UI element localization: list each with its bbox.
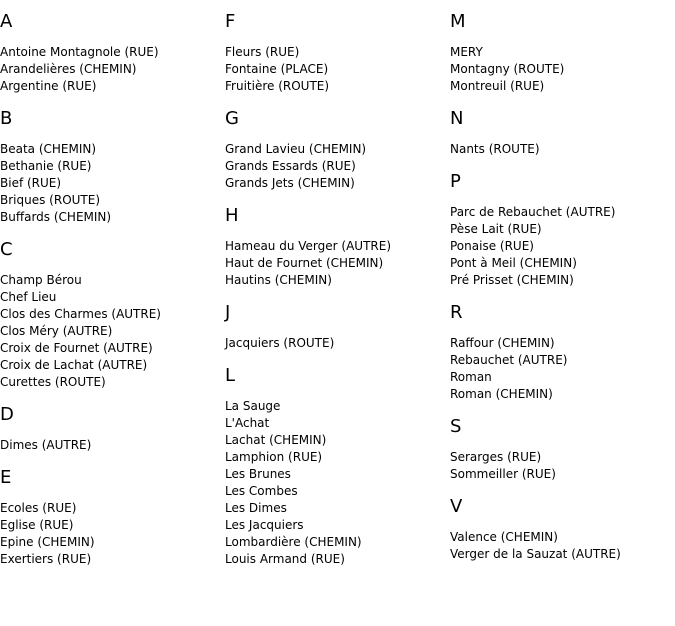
street-list xyxy=(450,44,675,95)
letter-heading: S xyxy=(450,416,462,437)
street-link[interactable]: Pré Prisset (CHEMIN) xyxy=(450,273,574,287)
street-list xyxy=(0,44,225,95)
street-link[interactable]: Montreuil (RUE) xyxy=(450,79,545,93)
column-1 xyxy=(0,12,225,582)
street-link[interactable]: Buffards (CHEMIN) xyxy=(0,210,112,224)
street-link[interactable]: Lombardière (CHEMIN) xyxy=(225,535,362,549)
street-list xyxy=(450,141,675,158)
letter-heading: P xyxy=(450,171,461,192)
letter-heading: H xyxy=(225,205,239,226)
street-link[interactable]: Roman xyxy=(450,370,492,384)
letter-section xyxy=(450,12,675,95)
letter-section xyxy=(450,172,675,289)
street-link[interactable]: Eglise (RUE) xyxy=(0,518,74,532)
street-link[interactable]: Clos des Charmes (AUTRE) xyxy=(0,307,161,321)
letter-heading: G xyxy=(225,108,239,129)
letter-heading: B xyxy=(0,108,13,129)
letter-section xyxy=(0,240,225,391)
street-link[interactable]: Serarges (RUE) xyxy=(450,450,542,464)
street-link[interactable]: Rebauchet (AUTRE) xyxy=(450,353,568,367)
street-link[interactable]: Champ Bérou xyxy=(0,273,82,287)
street-link[interactable]: Argentine (RUE) xyxy=(0,79,97,93)
street-link[interactable]: Haut de Fournet (CHEMIN) xyxy=(225,256,384,270)
letter-section xyxy=(225,366,450,568)
letter-heading: D xyxy=(0,404,14,425)
street-link[interactable]: Croix de Fournet (AUTRE) xyxy=(0,341,153,355)
column-3 xyxy=(450,12,675,577)
street-link[interactable]: Grands Essards (RUE) xyxy=(225,159,356,173)
street-link[interactable]: Nants (ROUTE) xyxy=(450,142,540,156)
street-list xyxy=(225,238,450,289)
letter-section xyxy=(0,405,225,454)
street-link[interactable]: Parc de Rebauchet (AUTRE) xyxy=(450,205,616,219)
street-list xyxy=(450,335,675,403)
street-list xyxy=(225,141,450,192)
letter-section xyxy=(0,12,225,95)
street-list xyxy=(0,500,225,568)
street-link[interactable]: Ecoles (RUE) xyxy=(0,501,77,515)
letter-heading: L xyxy=(225,365,236,386)
letter-section xyxy=(0,468,225,568)
letter-section xyxy=(225,12,450,95)
street-list xyxy=(0,141,225,226)
street-link[interactable]: Grands Jets (CHEMIN) xyxy=(225,176,355,190)
street-link[interactable]: Hautins (CHEMIN) xyxy=(225,273,332,287)
street-link[interactable]: Beata (CHEMIN) xyxy=(0,142,97,156)
street-list xyxy=(225,335,450,352)
street-link[interactable]: Chef Lieu xyxy=(0,290,57,304)
letter-section xyxy=(450,417,675,483)
letter-heading: C xyxy=(0,239,13,260)
street-link[interactable]: Dimes (AUTRE) xyxy=(0,438,92,452)
letter-section xyxy=(450,497,675,563)
street-link[interactable]: Les Combes xyxy=(225,484,298,498)
letter-heading: E xyxy=(0,467,12,488)
street-link[interactable]: Les Dimes xyxy=(225,501,287,515)
street-link[interactable]: Hameau du Verger (AUTRE) xyxy=(225,239,391,253)
street-link[interactable]: L'Achat xyxy=(225,416,270,430)
street-link[interactable]: Valence (CHEMIN) xyxy=(450,530,558,544)
street-list xyxy=(0,437,225,454)
street-link[interactable]: La Sauge xyxy=(225,399,281,413)
letter-section xyxy=(450,303,675,403)
letter-heading: M xyxy=(450,11,466,32)
street-link[interactable]: Pont à Meil (CHEMIN) xyxy=(450,256,577,270)
street-link[interactable]: Bethanie (RUE) xyxy=(0,159,92,173)
street-list xyxy=(225,398,450,568)
street-link[interactable]: Grand Lavieu (CHEMIN) xyxy=(225,142,367,156)
letter-section xyxy=(450,109,675,158)
letter-section xyxy=(0,109,225,226)
street-link[interactable]: Sommeiller (RUE) xyxy=(450,467,556,481)
street-link[interactable]: Les Jacquiers xyxy=(225,518,304,532)
street-link[interactable]: Ponaise (RUE) xyxy=(450,239,534,253)
street-list xyxy=(225,44,450,95)
street-link[interactable]: Exertiers (RUE) xyxy=(0,552,92,566)
street-link[interactable]: Lamphion (RUE) xyxy=(225,450,323,464)
street-link[interactable]: Briques (ROUTE) xyxy=(0,193,101,207)
letter-section xyxy=(225,206,450,289)
street-link[interactable]: Fleurs (RUE) xyxy=(225,45,300,59)
street-list xyxy=(0,272,225,391)
street-link[interactable]: Epine (CHEMIN) xyxy=(0,535,95,549)
street-link[interactable]: Clos Méry (AUTRE) xyxy=(0,324,113,338)
street-link[interactable]: Lachat (CHEMIN) xyxy=(225,433,327,447)
street-link[interactable]: Pèse Lait (RUE) xyxy=(450,222,542,236)
street-link[interactable]: Antoine Montagnole (RUE) xyxy=(0,45,159,59)
street-link[interactable]: Montagny (ROUTE) xyxy=(450,62,565,76)
letter-section xyxy=(225,109,450,192)
street-link[interactable]: Jacquiers (ROUTE) xyxy=(225,336,335,350)
street-link[interactable]: Curettes (ROUTE) xyxy=(0,375,106,389)
street-link[interactable]: Raffour (CHEMIN) xyxy=(450,336,555,350)
street-list xyxy=(450,529,675,563)
letter-heading: F xyxy=(225,11,236,32)
letter-heading: V xyxy=(450,496,463,517)
letter-heading: R xyxy=(450,302,463,323)
street-list xyxy=(450,204,675,289)
street-link[interactable]: Fruitière (ROUTE) xyxy=(225,79,330,93)
column-2 xyxy=(225,12,450,582)
street-link[interactable]: Verger de la Sauzat (AUTRE) xyxy=(450,547,621,561)
letter-heading: J xyxy=(225,302,231,323)
street-link[interactable]: Louis Armand (RUE) xyxy=(225,552,345,566)
street-link[interactable]: Fontaine (PLACE) xyxy=(225,62,329,76)
street-list xyxy=(450,449,675,483)
letter-section xyxy=(225,303,450,352)
letter-heading: N xyxy=(450,108,464,129)
street-link[interactable]: Croix de Lachat (AUTRE) xyxy=(0,358,148,372)
street-link[interactable]: Roman (CHEMIN) xyxy=(450,387,553,401)
street-link[interactable]: MERY xyxy=(450,45,483,59)
letter-heading: A xyxy=(0,11,13,32)
street-link[interactable]: Bief (RUE) xyxy=(0,176,62,190)
street-link[interactable]: Les Brunes xyxy=(225,467,291,481)
street-link[interactable]: Arandelières (CHEMIN) xyxy=(0,62,137,76)
